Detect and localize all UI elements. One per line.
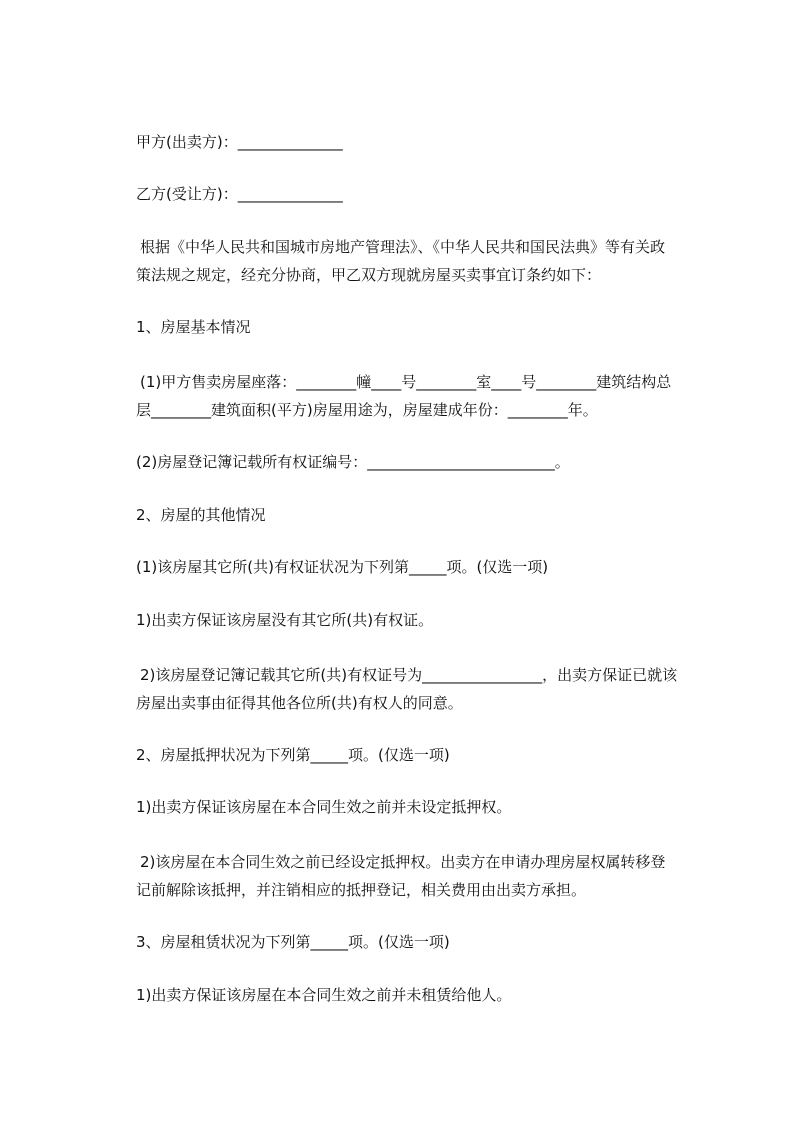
section-1-title: 1、房屋基本情况 [136,318,251,336]
preamble-line-2: 策法规之规定，经充分协商，甲乙双方现就房屋买卖事宜订条约如下： [136,266,602,284]
section-2-title: 2、房屋的其他情况 [136,506,266,524]
party-a-line: 甲方(出卖方)：______________ [136,133,343,151]
section-2-item-2-option-2-line-1: 2)该房屋在本合同生效之前已经设定抵押权。出卖方在申请办理房屋权属转移登 [140,853,666,871]
section-2-item-1-option-1: 1)出卖方保证该房屋没有其它所(共)有权证。 [136,611,434,629]
section-2-item-1: (1)该房屋其它所(共)有权证状况为下列第_____项。(仅选一项) [136,558,549,576]
section-2-item-1-option-2-line-1: 2)该房屋登记簿记载其它所(共)有权证号为________________，出卖方保证已就该 [140,666,678,684]
preamble-line-1: 根据《中华人民共和国城市房地产管理法》、《中华人民共和国民法典》等有关政 [140,238,666,256]
section-2-item-2: 2、房屋抵押状况为下列第_____项。(仅选一项) [136,746,450,764]
section-1-item-1-line-2: 层________建筑面积(平方)房屋用途为，房屋建成年份：________年。 [136,401,598,419]
section-2-item-1-option-2-line-2: 房屋出卖事由征得其他各位所(共)有权人的同意。 [136,694,463,712]
section-2-item-3: 3、房屋租赁状况为下列第_____项。(仅选一项) [136,933,450,951]
section-1-item-1-line-1: (1)甲方售卖房屋座落：________幢____号________室____号________建筑结构总 [140,373,672,391]
section-1-item-2: (2)房屋登记簿记载所有权证编号：_________________________。 [136,453,570,471]
section-2-item-3-option-1: 1)出卖方保证该房屋在本合同生效之前并未租赁给他人。 [136,986,512,1004]
party-b-line: 乙方(受让方)：______________ [136,185,343,203]
section-2-item-2-option-1: 1)出卖方保证该房屋在本合同生效之前并未设定抵押权。 [136,798,512,816]
section-2-item-2-option-2-line-2: 记前解除该抵押，并注销相应的抵押登记，相关费用由出卖方承担。 [136,881,587,899]
